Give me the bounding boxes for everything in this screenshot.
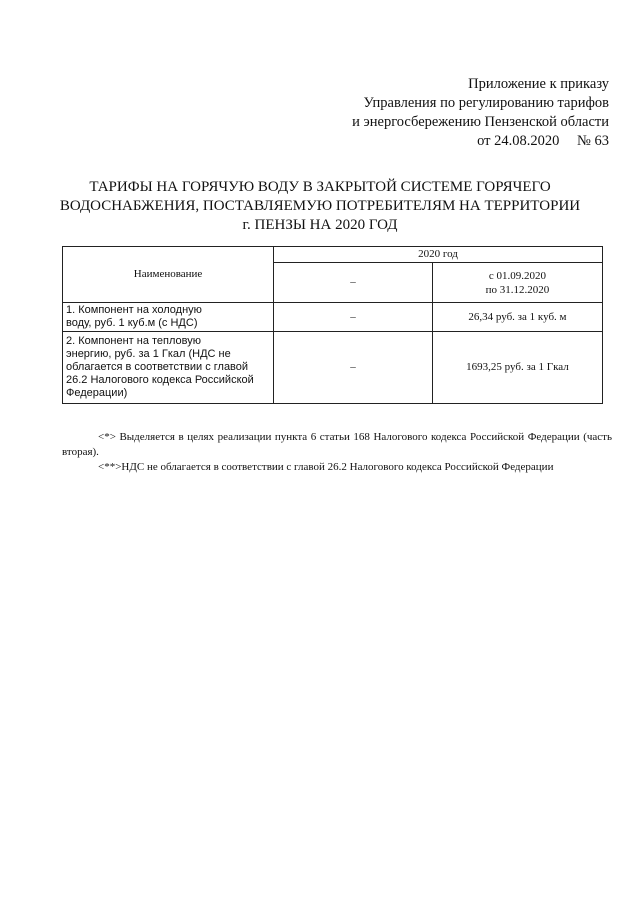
number-sign: № (577, 133, 591, 149)
name-column-header: Наименование (63, 247, 274, 303)
period-2-to: по 31.12.2020 (485, 283, 550, 296)
row-1-value-1: – (274, 303, 433, 332)
order-number: 63 (594, 133, 609, 149)
period-1-header: – (274, 263, 433, 303)
appendix-header (352, 75, 609, 151)
title-line-3: г. ПЕНЗЫ НА 2020 ГОД (242, 217, 398, 233)
footnote-2: <**>НДС не облагается в соответствии с главой 26.2 Налогового кодекса Российской Федерации (98, 461, 554, 473)
title-line-2: ВОДОСНАБЖЕНИЯ, ПОСТАВЛЯЕМУЮ ПОТРЕБИТЕЛЯМ НА ТЕРРИТОРИИ (59, 198, 581, 214)
table-row (63, 332, 603, 404)
appendix-line-3: и энергосбережению Пензенской области (352, 114, 609, 130)
row-1-value-2: 26,34 руб. за 1 куб. м (432, 303, 602, 332)
order-date: 24.08.2020 (494, 133, 560, 149)
year-header: 2020 год (274, 247, 603, 263)
title-line-1: ТАРИФЫ НА ГОРЯЧУЮ ВОДУ В ЗАКРЫТОЙ СИСТЕМЕ ГОРЯЧЕГО (89, 179, 551, 195)
row-2-value-1: – (274, 332, 433, 404)
footnote-1: <*> Выделяется в целях реализации пункта 6 статьи 168 Налогового кодекса Российской Федерации (часть вторая). (62, 431, 612, 458)
date-prefix: от (477, 133, 491, 149)
table-header-row (63, 247, 603, 263)
document-title (40, 178, 600, 235)
row-2-name: 2. Компонент на тепловую энергию, руб. за 1 Гкал (НДС не облагается в соответствии с главой 26.2 Налогового кодекса Российской Федерации) (63, 332, 274, 404)
order-date-line (352, 132, 609, 151)
table-row (63, 303, 603, 332)
appendix-line-1: Приложение к приказу (468, 76, 609, 92)
period-2-from: с 01.09.2020 (488, 269, 547, 282)
row-2-value-2: 1693,25 руб. за 1 Гкал (432, 332, 602, 404)
period-2-header (432, 263, 602, 303)
tariffs-table (62, 246, 603, 404)
appendix-line-2: Управления по регулированию тарифов (363, 95, 609, 111)
row-1-name: 1. Компонент на холодную воду, руб. 1 куб.м (с НДС) (63, 303, 274, 332)
footnotes (62, 430, 612, 475)
